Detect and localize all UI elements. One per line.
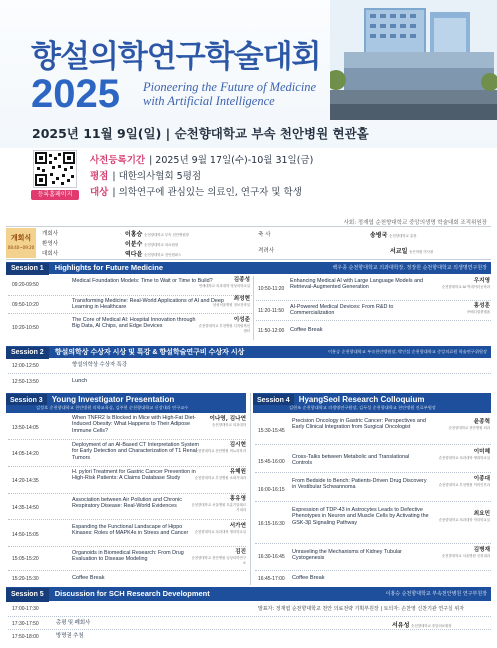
speaker-name: 김병재 — [473, 547, 490, 553]
opening-row — [125, 229, 189, 238]
session-5-bar — [6, 587, 491, 601]
talk-speaker — [190, 550, 246, 567]
speaker-aff: 순천향대학교 의과대학 생리학교실 — [194, 529, 246, 534]
event-title: 향설의학연구학술대회 — [31, 39, 321, 75]
audience-label: 대상 — [90, 187, 109, 198]
talk-title: Deployment of an AI-Based CT Interpretation System for Early Detection and Characterization of T1 Renal Tumors — [72, 442, 199, 461]
opening-row — [258, 230, 271, 238]
speaker-aff: 연세대학교 의과대학 영상의학교실 — [198, 283, 250, 288]
row-divider — [8, 629, 491, 630]
talk-speaker — [198, 278, 250, 289]
talk-title: H. pylori Treatment for Gastric Cancer Prevention in High-Risk Patients: A Claims Database Study — [72, 469, 196, 482]
opening-role: 축 사 — [258, 232, 271, 238]
coffee-break: Coffee Break — [72, 575, 105, 581]
credit-value: | 대한의사협회 5평점 — [112, 171, 202, 182]
qr-label: 등록홈페이지 — [31, 190, 79, 200]
speaker-name: 김진 — [235, 549, 246, 555]
talk-title: Expanding the Functional Landscape of Hippo Kinases: Roles of MAPK4s in Stress and Cancer — [72, 524, 189, 537]
talk-speaker — [432, 304, 490, 315]
session-title: 향설의학상 수상자 시상 및 특강 & 향설학술연구비 수상자 시상 — [54, 349, 245, 356]
session-number: Session 4 — [253, 394, 294, 407]
talk-time: 16:00-16:15 — [258, 487, 285, 493]
speaker-aff: 순천향대학교 부천병원 소화기내과 — [194, 475, 246, 480]
speaker-name: 유혜원 — [229, 469, 246, 475]
session-number: Session 3 — [6, 394, 47, 407]
column-divider — [250, 393, 251, 585]
speaker-name: 이미혜 — [473, 449, 490, 455]
speaker-name: 윤종혁 — [473, 419, 490, 425]
opening-row — [390, 246, 433, 255]
talk-title: The Core of Medical AI: Hospital Innovation through Big Data, AI Chips, and Edge Devices — [72, 317, 196, 330]
opening-role: 격려사 — [258, 248, 275, 254]
row-divider — [8, 546, 246, 547]
talk-time: 12:50-13:50 — [12, 379, 39, 385]
audience-value: | 의학연구에 관심있는 의료인, 연구자 및 학생 — [112, 187, 302, 198]
row-divider — [255, 444, 491, 445]
speaker-name: 홍유영 — [229, 496, 246, 502]
row-divider — [8, 373, 491, 374]
talk-time: 09:20-09:50 — [12, 282, 39, 288]
talk-time: 17:00-17:30 — [12, 606, 39, 612]
talk-time: 15:30-15:45 — [258, 428, 285, 434]
audience-info — [90, 184, 302, 198]
opening-row — [258, 246, 274, 254]
opening-row — [125, 249, 181, 258]
speaker-aff: 순천향대학교 중앙의료원장 — [411, 624, 452, 628]
speaker-aff: 삼성서울병원 정보전략실 — [212, 302, 250, 307]
speaker-aff: 순천향대학교 서울병원 신장내과 — [441, 553, 490, 558]
coffee-break: Coffee Break — [290, 327, 323, 333]
session-moderators: 백우종 순천향대학교 의과대학장, 정장원 순천향대학교 의생명연구원장 — [332, 265, 487, 271]
talk-time: 10:50-11:20 — [258, 286, 285, 292]
opening-row — [125, 239, 178, 248]
speaker-name: 서가연 — [229, 523, 246, 529]
row-divider — [256, 300, 491, 301]
talk-title: Medical Foundation Models: Time to Wait or Time to Build? — [72, 278, 213, 284]
talk-speaker — [190, 443, 246, 454]
talk-title: 향설의학상 수상자 특강 — [72, 362, 128, 368]
speaker-name: 홍성훈 — [473, 303, 490, 309]
opening-name: 이분수 — [125, 241, 143, 248]
talk-time: 11:20-11:50 — [258, 308, 284, 314]
row-divider — [8, 493, 246, 494]
session-moderators: 이홍승 순천향대학교 부속천안병원장, 박인섭 순천향대학교 중앙의료원 학술연구위원장 — [328, 349, 487, 354]
row-divider — [8, 295, 252, 296]
talk-title: When TNFR2 Is Blocked in Mice with High-Fat Diet-Induced Obesity: What Happens to Their Adipose Immune Cells? — [72, 415, 196, 434]
speaker-name: 김종성 — [233, 277, 250, 283]
talk-speaker — [190, 497, 246, 514]
tagline-line-1: Pioneering the Future of Medicine — [143, 80, 317, 94]
tagline-line-2: with Artificial Intelligence — [143, 94, 275, 108]
lunch-break: Lunch — [72, 378, 88, 384]
session-title: HyangSeol Research Colloquium — [298, 395, 425, 404]
session-number: Session 2 — [6, 347, 49, 359]
row-divider — [8, 466, 246, 467]
opening-name: 역다윤 — [125, 251, 143, 258]
talk-title: Precision Oncology in Gastric Cancer: Perspectives and Early Clinical Integration from Surgical Oncologist — [292, 418, 426, 431]
opening-aff: 순천향대학교 의료원장 — [144, 243, 179, 247]
talk-time: 13:50-14:05 — [12, 425, 39, 431]
talk-title: Association between Air Pollution and Chronic Respiratory Disease: Real-World Evidences — [72, 497, 182, 510]
row-divider — [255, 543, 491, 544]
session-moderators: 이홍승 순천향대학교 부속천안병원 연구부원장 — [385, 591, 487, 597]
opening-name: 서교일 — [390, 248, 408, 255]
talk-title: From Bedside to Bench: Patients-Driven Drug Discovery in Vestibular Schwannoma — [292, 478, 427, 491]
speaker-name: 서유성 — [392, 622, 410, 629]
event-year: 2025 — [31, 72, 120, 116]
speaker-aff: 순천향대학교 의과대학 생화학교실 — [438, 455, 490, 460]
session-2-bar — [6, 346, 491, 358]
session-moderators: 김성호 순천향대학교 천안병원 의학교육실, 김주현 순천향대학교 신장내과 연구교수 — [6, 405, 246, 413]
row-divider — [8, 313, 252, 314]
opening-role: 환영사 — [42, 241, 59, 247]
talk-title: Organoids in Biomedical Research: From Drug Evaluation to Disease Modeling — [72, 550, 184, 563]
talk-time: 17:30-17:50 — [12, 621, 39, 627]
opening-time: 08:40~09:20 — [7, 245, 35, 250]
credit-info — [90, 168, 201, 182]
talk-speaker — [198, 297, 250, 308]
speaker-aff: 순천향대학교 서울병원 호흡기알레르기내과 — [191, 502, 246, 513]
talk-title: Enhancing Medical AI with Large Language Models and Retrieval-Augmented Generation — [290, 278, 424, 291]
talk-title: 방명권 추첨 — [56, 633, 84, 639]
opening-name: 이홍승 — [125, 231, 143, 238]
talk-time: 09:50-10:20 — [12, 302, 39, 308]
talk-time: 14:35-14:50 — [12, 505, 39, 511]
session-1-bar — [6, 262, 491, 274]
opening-role: 개회사 — [42, 231, 59, 237]
speaker-aff: 순천향대학교 의과대학 약리학교실 — [438, 517, 490, 522]
row-divider — [255, 501, 491, 502]
chair-note: 사회: 정재엽 순천향대학교 중앙의생명 학술대회 조직위원장 — [343, 220, 487, 226]
column-divider — [253, 276, 254, 340]
speaker-name: 이나영, 김나연 — [209, 416, 246, 422]
speaker-name: 김시현 — [229, 442, 246, 448]
coffee-break: Coffee Break — [292, 575, 325, 581]
talk-time: 10:20-10:50 — [12, 325, 39, 331]
talk-time: 14:50-15:05 — [12, 532, 39, 538]
session-title: Highlights for Future Medicine — [54, 263, 164, 272]
row-divider — [255, 472, 491, 473]
date-venue: 2025년 11월 9일(일) | 순천향대학교 부속 천안병원 현관홀 — [32, 126, 369, 141]
talk-speaker — [432, 420, 490, 431]
talk-title: Unraveling the Mechanisms of Kidney Tubular Cystogenesis — [292, 549, 402, 562]
talk-speaker — [392, 620, 452, 629]
speaker-name: 우지영 — [473, 278, 490, 284]
row-divider — [8, 439, 246, 440]
opening-aff: 동은학원 이사장 — [409, 250, 434, 254]
period-label: 사전등록기간 — [90, 155, 146, 166]
talk-time: 16:30-16:45 — [258, 554, 285, 560]
speaker-aff: 순천향대학교 천안병원 외과 — [448, 425, 490, 430]
talk-time: 14:20-14:35 — [12, 478, 39, 484]
hospital-building-illustration — [330, 0, 497, 120]
period-value: | 2025년 9월 17일(수)-10월 31일(금) — [149, 155, 314, 166]
talk-speaker — [432, 279, 490, 290]
session-number: Session 5 — [6, 588, 49, 602]
talk-time: 17:50-18:00 — [12, 634, 39, 640]
talk-title: Cross-Talks between Metabolic and Translational Controls — [292, 454, 410, 467]
speaker-aff: 순천향대학교 부천병원 이비인후과 — [438, 482, 490, 487]
talk-speaker — [432, 450, 490, 461]
talk-time: 14:05-14:20 — [12, 451, 39, 457]
row-divider — [8, 616, 491, 617]
session-title: Discussion for SCH Research Development — [54, 589, 210, 598]
talk-time: 15:20-15:30 — [12, 576, 39, 582]
speaker-aff: ㈜메디컬플렛폼 — [466, 309, 490, 314]
speaker-name: 이종대 — [473, 476, 490, 482]
talk-title: Transforming Medicine: Real-World Applications of AI and Deep Learning in Healthcare — [72, 298, 224, 311]
talk-time: 16:45-17:00 — [258, 576, 285, 582]
talk-time: 16:15-16:30 — [258, 521, 285, 527]
session-number: Session 1 — [6, 263, 49, 275]
talk-speaker — [190, 417, 246, 428]
speaker-aff: 순천향대학교 부천병원 디지털혁신센터 — [198, 323, 250, 334]
speaker-aff: 순천향대학교 천안병원 임상의학연구소 — [191, 555, 246, 566]
talk-time: 15:45-16:00 — [258, 459, 285, 465]
opening-name: 송병국 — [370, 232, 388, 239]
opening-row — [42, 239, 58, 247]
talk-speaker — [190, 470, 246, 481]
opening-row — [370, 230, 416, 239]
row-divider — [256, 320, 491, 321]
talk-speaker — [432, 512, 490, 523]
opening-tag-label: 개회식 — [10, 234, 32, 242]
row-divider — [8, 570, 246, 571]
opening-aff: 순천향대학교 총장 — [389, 234, 417, 238]
talk-speaker — [432, 477, 490, 488]
talk-time: 11:50-12:00 — [258, 328, 285, 334]
registration-period — [90, 152, 313, 166]
speaker-aff: 순천향대학교 천안병원 비뇨의학과 — [194, 448, 246, 453]
row-divider — [8, 519, 246, 520]
talk-title: AI-Powered Medical Devices: From R&D to Commercialization — [290, 304, 394, 317]
opening-role: 대회사 — [42, 251, 59, 257]
talk-time: 15:05-15:20 — [12, 556, 39, 562]
credit-label: 평점 — [90, 171, 109, 182]
opening-row — [42, 229, 58, 237]
talk-speaker — [190, 524, 246, 535]
session-moderators: 김현조 순천향대학교 의생명연구원장, 김두성 순천향대학교 천안병원 진료부원장 — [253, 405, 491, 413]
talk-speaker — [432, 548, 490, 559]
opening-tag — [6, 228, 36, 258]
qr-code-icon[interactable] — [33, 150, 77, 188]
session-title: Young Investigator Presentation — [51, 395, 175, 404]
header-banner — [0, 0, 497, 148]
event-tagline — [143, 80, 316, 108]
speaker-name: 최요민 — [473, 511, 490, 517]
talk-time: 12:00-12:50 — [12, 363, 39, 369]
speaker-name: 이성준 — [233, 317, 250, 323]
talk-title: 총평 및 폐회사 — [56, 620, 91, 626]
speaker-aff: 순천향대학교 AI 빅데이터공학과 — [441, 284, 490, 289]
row-divider — [255, 570, 491, 571]
speaker-name: 최성현 — [233, 296, 250, 302]
discussion-panel: 발표자: 정재엽 순천향대학교 천안 의료전략 기획부원장 | 토의자: 손찬영 신찬기관 연구실 위자 — [258, 606, 465, 612]
opening-aff: 순천향대학교 천안캠퍼스 — [144, 253, 182, 257]
opening-aff: 순천향대학교 부속 천안병원장 — [144, 233, 189, 237]
opening-row — [42, 249, 58, 257]
talk-speaker — [198, 318, 250, 335]
talk-title: Expression of TDP-43 in Astrocytes Leads to Defective Phenotypes in Neuron and Muscle Cells by Activating the GSK-3β Signaling Pathway — [292, 507, 429, 526]
speaker-aff: 순천향대학교 의과대학 — [212, 422, 246, 427]
